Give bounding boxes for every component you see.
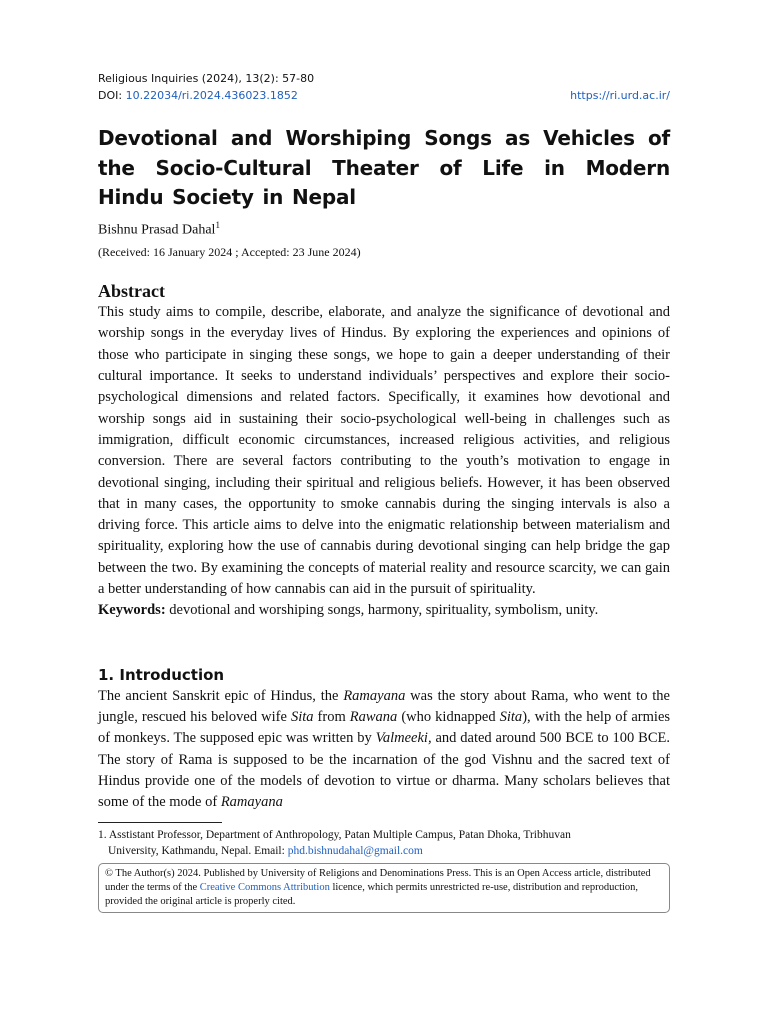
intro-italic-term: Ramayana — [343, 687, 406, 704]
doi-row — [98, 87, 670, 104]
keywords — [98, 600, 670, 621]
doi-label: DOI: — [98, 89, 126, 102]
keywords-list: devotional and worshiping songs, harmony, spirituality, symbolism, unity. — [165, 602, 599, 619]
abstract-text: This study aims to compile, describe, elaborate, and analyze the significance of devotional and worship songs in the everyday lives of Hindus. By exploring the experiences and opinions of those who participate in singing these songs, we hope to gain a deeper understanding of their cultural importance. It seeks to understand individuals’ perspectives and explore their socio-psychological dimensions and related factors. Specifically, it examines how devotional and worship songs aid in sustaining their socio-psychological well-being in challenges such as immigration, difficult economic circumstances, increased religious activities, and religious conversion. There are several factors contributing to the youth’s motivation to engage in devotional singing, including their spiritual and religious beliefs. However, it has been observed that in many cases, the opportunity to smoke cannabis during the singing intervals is also a driving force. This article aims to delve into the enigmatic relationship between materialism and spirituality, exploring how the use of cannabis during devotional singing can help bridge the gap between the two. By examining the concepts of material reality and resource scarcity, we can gain a better understanding of how cannabis can aid in the pursuit of spirituality. — [98, 304, 670, 598]
footnote-line-2 — [98, 843, 670, 859]
intro-text: was the story about Rama, who went to the jungle, rescued his beloved wife — [98, 687, 670, 725]
intro-italic-term: Sita — [290, 708, 314, 725]
doi-link[interactable]: 10.22034/ri.2024.436023.1852 — [125, 89, 298, 102]
author-line — [98, 216, 670, 240]
intro-italic-term: Rawana — [349, 708, 398, 725]
intro-text: (who kidnapped — [397, 708, 500, 725]
author-footnote — [98, 827, 670, 859]
creative-commons-link[interactable]: Creative Commons Attribution — [199, 882, 330, 894]
author-email-link[interactable]: phd.bishnudahal@gmail.com — [287, 845, 423, 858]
article-title: Devotional and Worshiping Songs as Vehicles of the Socio-Cultural Theater of Life in Modern Hindu Society in Nepal — [98, 126, 670, 209]
section-heading-introduction: 1. Introduction — [98, 665, 225, 684]
intro-text: from — [313, 708, 350, 725]
intro-italic-term: Sita — [499, 708, 523, 725]
abstract-heading: Abstract — [98, 281, 165, 302]
journal-citation: Religious Inquiries (2024), 13(2): 57-80 — [98, 72, 315, 85]
intro-italic-term: Ramayana — [220, 794, 283, 811]
intro-text: and dated around 500 BCE to 100 BCE. The story of Rama is supposed to be the incarnation of the god Vishnu and the sacred text of Hindus provide one of the models of devotion to virtue or dharma. Many scholars believes that some of the mode of — [98, 730, 670, 811]
journal-header — [98, 70, 670, 104]
intro-text: The ancient Sanskrit epic of Hindus, the — [98, 687, 344, 704]
keywords-label: Keywords: — [98, 602, 166, 619]
intro-text: ), with the help of armies of monkeys. The supposed epic was written by — [98, 708, 671, 747]
license-box — [98, 863, 670, 913]
journal-site-link[interactable]: https://ri.urd.ac.ir/ — [570, 89, 670, 102]
license-text: licence, which permits unrestricted re-use, distribution and reproduction, provided the original article is properly cited. — [105, 882, 639, 908]
license-text: © The Author(s) 2024. Published by University of Religions and Denominations Press. This is an Open Access article, distributed under the terms of the — [105, 868, 651, 894]
article-page — [98, 70, 670, 913]
footnote-affiliation: University, Kathmandu, Nepal. Email: — [108, 845, 288, 858]
doi — [98, 87, 298, 104]
footnote-divider — [98, 822, 222, 823]
introduction-paragraph — [98, 686, 670, 814]
author-footnote-marker[interactable]: 1 — [215, 219, 220, 230]
received-accepted-dates: (Received: 16 January 2024 ; Accepted: 23 June 2024) — [98, 245, 361, 260]
footnote-line-1: 1. Asstistant Professor, Department of Anthropology, Patan Multiple Campus, Patan Dhoka, Tribhuvan — [98, 829, 571, 842]
intro-italic-term: Valmeeki, — [375, 730, 432, 747]
author-name: Bishnu Prasad Dahal — [98, 222, 216, 238]
